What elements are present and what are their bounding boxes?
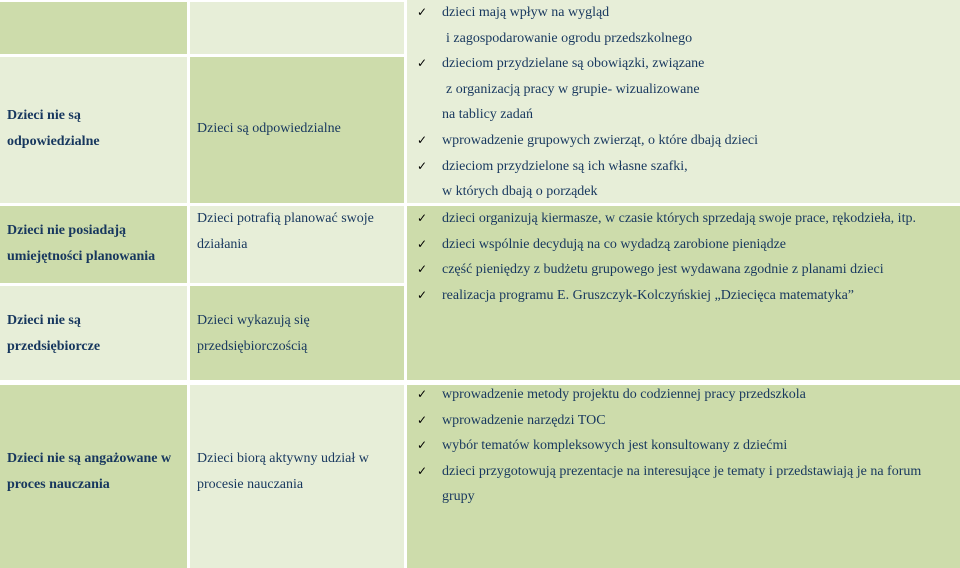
list-item: ✓ wprowadzenie metody projektu do codziennej pracy przedszkola: [417, 385, 956, 408]
row4-col2-cell: [190, 385, 404, 568]
list-item: ✓ wprowadzenie grupowych zwierząt, o które dbają dzieci: [417, 128, 956, 154]
row2-goal: Dzieci potrafią planować swoje działania: [197, 211, 374, 252]
list-item: ✓ dzieciom przydzielane są obowiązki, związane z organizacją pracy w grupie- wizualizowane na tablicy zadań: [417, 51, 956, 128]
check-icon: ✓: [417, 262, 428, 277]
list-item: ✓ wprowadzenie narzędzi TOC: [417, 408, 956, 434]
list-item: ✓ dzieci wspólnie decydują na co wydadzą zarobione pieniądze: [417, 232, 956, 258]
row1-actions-cell: [407, 0, 960, 203]
check-icon: ✓: [417, 236, 428, 251]
row2-col2-cell: [190, 206, 404, 283]
row1-goal: Dzieci są odpowiedzialne: [197, 121, 341, 136]
check-icon: ✓: [417, 56, 428, 71]
row2-problem: Dzieci nie posiadają umiejętności planowania: [7, 223, 156, 264]
row3-col2-cell: [190, 286, 404, 380]
list-item: ✓ dzieci mają wpływ na wygląd i zagospodarowanie ogrodu przedszkolnego: [417, 0, 956, 51]
row1-action-list: [417, 0, 956, 203]
row1-col1-cell: [0, 57, 187, 203]
check-icon: ✓: [417, 438, 428, 453]
row1-col1-top: [0, 2, 187, 54]
list-item: ✓ wybór tematów kompleksowych jest konsultowany z dziećmi: [417, 433, 956, 459]
check-icon: ✓: [417, 5, 428, 19]
row2-col1-cell: [0, 206, 187, 283]
row1-col2-top: [190, 2, 404, 54]
row3-goal: Dzieci wykazują się przedsiębiorczością: [197, 313, 310, 354]
list-item: ✓ dzieci przygotowują prezentacje na interesujące je tematy i przedstawiają je na forum grupy: [417, 459, 956, 510]
check-icon: ✓: [417, 158, 428, 173]
row1-problem: Dzieci nie są odpowiedzialne: [7, 108, 100, 149]
check-icon: ✓: [417, 463, 428, 478]
row4-goal: Dzieci biorą aktywny udział w procesie nauczania: [197, 451, 369, 492]
check-icon: ✓: [417, 387, 428, 401]
row4-action-list: [417, 385, 956, 510]
check-icon: ✓: [417, 287, 428, 302]
row4-problem: Dzieci nie są angażowane w proces nauczania: [7, 451, 172, 492]
check-icon: ✓: [417, 412, 428, 427]
list-item: ✓ realizacja programu E. Gruszczyk-Kolczyńskiej „Dziecięca matematyka”: [417, 283, 956, 309]
check-icon: ✓: [417, 211, 428, 225]
row2-actions-cell: [407, 206, 960, 380]
list-item: ✓ część pieniędzy z budżetu grupowego jest wydawana zgodnie z planami dzieci: [417, 257, 956, 283]
row4-actions-cell: [407, 385, 960, 568]
list-item: ✓ dzieci organizują kiermasze, w czasie których sprzedają swoje prace, rękodzieła, itp.: [417, 206, 956, 232]
row3-col1-cell: [0, 286, 187, 380]
row1-col2-cell: [190, 57, 404, 203]
list-item: ✓ dzieciom przydzielone są ich własne szafki, w których dbają o porządek: [417, 154, 956, 203]
row4-col1-cell: [0, 385, 187, 568]
row2-action-list: [417, 206, 956, 308]
row3-problem: Dzieci nie są przedsiębiorcze: [7, 313, 101, 354]
check-icon: ✓: [417, 132, 428, 147]
